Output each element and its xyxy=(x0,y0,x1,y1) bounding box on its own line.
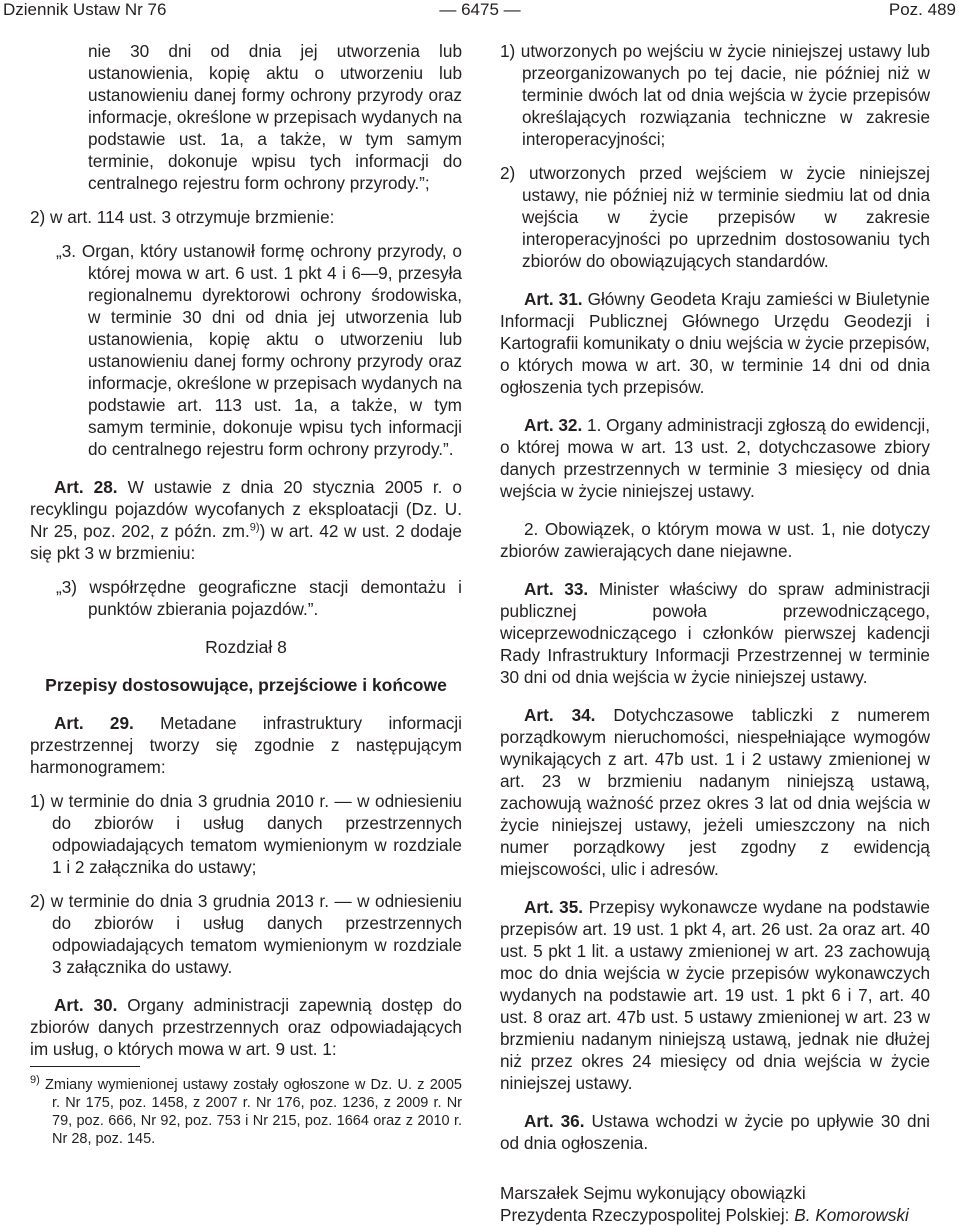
article-label: Art. 28. xyxy=(54,477,118,497)
list-item: 2) utworzonych przed wejściem w życie niniejszej ustawy, nie później niż w terminie siedmiu lat od dnia wejścia w życie przepisów w zakresie interoperacyjności po uprzednim dostosowaniu tych zbiorów do obowiązujących standardów. xyxy=(500,163,930,271)
quoted-item: „3) współrzędne geograficzne stacji demontażu i punktów zbierania pojazdów.”. xyxy=(56,577,462,619)
article-36 xyxy=(500,1110,930,1154)
article-35 xyxy=(500,896,930,1094)
footnote-number: 9) xyxy=(30,1074,40,1086)
article-label: Art. 31. xyxy=(524,289,583,309)
footnote xyxy=(30,1071,462,1148)
list-item: 2) w art. 114 ust. 3 otrzymuje brzmienie: xyxy=(30,207,335,227)
chapter-number: Rozdział 8 xyxy=(205,637,287,657)
article-33 xyxy=(500,578,930,688)
signature-name: B. Komorowski xyxy=(794,1205,909,1225)
signature-line-1: Marszałek Sejmu wykonujący obowiązki xyxy=(500,1183,806,1203)
article-31 xyxy=(500,288,930,398)
article-label: Art. 33. xyxy=(524,579,589,599)
journal-title: Dziennik Ustaw Nr 76 xyxy=(3,0,167,19)
list-item: 2) w terminie do dnia 3 grudnia 2013 r. — w odniesieniu do zbiorów i usług danych przestrzennych odpowiadających tematom wymienionym w rozdziale 3 załącznika do ustawy. xyxy=(30,891,462,977)
list-item: 1) w terminie do dnia 3 grudnia 2010 r. — w odniesieniu do zbiorów i usług danych przestrzennych odpowiadających tematom wymienionym w rozdziale 1 i 2 załącznika do ustawy; xyxy=(30,791,462,877)
chapter-title: Przepisy dostosowujące, przejściowe i końcowe xyxy=(45,675,447,695)
article-text: Dotychczasowe tabliczki z numerem porządkowym nieruchomości, niespełniające wymogów wynikających z art. 47b ust. 1 i 2 ustawy zmienionej w art. 23 w brzmieniu nadanym niniejszą ustawą, zachowują ważność przez okres 3 lat od dnia wejścia w życie niniejszej ustawy, jeżeli umieszczony na nich numer porządkowy jest zgodny z ewidencją miejscowości, ulic i adresów. xyxy=(500,705,930,879)
right-column xyxy=(500,40,930,1226)
article-text: ) w art. 42 w ust. 2 dodaje się pkt 3 w brzmieniu: xyxy=(30,521,462,563)
quoted-paragraph: „3. Organ, który ustanowił formę ochrony przyrody, o której mowa w art. 6 ust. 1 pkt 4 i 6—9, przesyła regionalnemu dyrektorowi ochrony środowiska, w terminie 30 dni od dnia jej utworzenia lub ustanowienia, kopię aktu o utworzeniu lub ustanowieniu danej formy ochrony przyrody oraz informacje, określone w przepisach wydanych na podstawie art. 113 ust. 1a, a także, w tym samym terminie, dokonuje wpisu tych informacji do centralnego rejestru form ochrony przyrody.”. xyxy=(56,241,462,459)
article-label: Art. 29. xyxy=(54,713,134,733)
article-32 xyxy=(500,414,930,502)
article-30 xyxy=(30,994,462,1060)
signature-line-2 xyxy=(500,1204,930,1226)
article-text: Organy administracji zapewnią dostęp do zbiorów danych przestrzennych oraz odpowiadających im usług, o których mowa w art. 9 ust. 1: xyxy=(30,995,462,1059)
article-text: W ustawie z dnia 20 stycznia 2005 r. o recyklingu pojazdów wycofanych z eksploatacji (Dz. U. Nr 25, poz. 202, z późn. zm. xyxy=(30,477,462,541)
list-item: 1) utworzonych po wejściu w życie niniejszej ustawy lub przeorganizowanych po tej dacie, nie później niż w terminie dwóch lat od dnia wejścia w życie przepisów określających rozwiązania techniczne w zakresie interoperacyjności; xyxy=(500,41,930,149)
article-label: Art. 34. xyxy=(524,705,596,725)
footnote-divider xyxy=(30,1066,140,1067)
article-label: Art. 35. xyxy=(524,897,584,917)
article-label: Art. 30. xyxy=(54,995,118,1015)
article-label: Art. 32. xyxy=(524,415,583,435)
footnote-ref: 9) xyxy=(249,521,260,534)
paragraph: nie 30 dni od dnia jej utworzenia lub ustanowienia, kopię aktu o utworzeniu lub ustanowieniu danej formy ochrony przyrody oraz informacje, określone w przepisach wydanych na podstawie ust. 1a, a także, w tym samym terminie, dokonuje wpisu tych informacji do centralnego rejestru form ochrony przyrody.”; xyxy=(88,41,462,193)
article-text: Ustawa wchodzi w życie po upływie 30 dni od dnia ogłoszenia. xyxy=(500,1111,930,1153)
position-number: Poz. 489 xyxy=(888,0,956,19)
article-text: Przepisy wykonawcze wydane na podstawie przepisów art. 19 ust. 1 pkt 4, art. 26 ust. 2a oraz art. 40 ust. 5 pkt 1 lit. a ustawy zmienionej w art. 23 zachowują moc do dnia wejścia w życie przepisów wykonawczych wydanych na podstawie art. 19 ust. 1 pkt 6 i 7, art. 40 ust. 8 oraz art. 47b ust. 5 ustawy zmienionej w art. 23 w brzmieniu nadanym niniejszą ustawą, jednak nie dłużej niż przez okres 24 miesięcy od dnia wejścia w życie niniejszej ustawy. xyxy=(500,897,930,1093)
page-number: — 6475 — xyxy=(439,0,521,19)
article-34 xyxy=(500,704,930,880)
article-text: Minister właściwy do spraw administracji publicznej powoła przewodniczącego, wiceprzewodniczącego i członków pierwszej kadencji Rady Infrastruktury Informacji Przestrzennej w terminie 30 dni od dnia wejścia w życie niniejszej ustawy. xyxy=(500,579,930,687)
article-32-section-2: 2. Obowiązek, o którym mowa w ust. 1, nie dotyczy zbiorów zawierających dane niejawne. xyxy=(500,519,930,561)
article-text: Główny Geodeta Kraju zamieści w Biuletynie Informacji Publicznej Głównego Urzędu Geodezji i Kartografii komunikaty o dniu wejścia w życie przepisów, o których mowa w art. 30, w terminie 14 dni od dnia ogłoszenia tych przepisów. xyxy=(500,289,930,397)
signature-role: Prezydenta Rzeczypospolitej Polskiej: xyxy=(500,1205,795,1225)
page-header xyxy=(0,0,960,24)
left-column xyxy=(30,40,462,1148)
article-text: 1. Organy administracji zgłoszą do ewidencji, o której mowa w art. 13 ust. 2, dotychczasowe zbiory danych przestrzennych w terminie 3 miesięcy od dnia wejścia w życie niniejszej ustawy. xyxy=(500,415,931,501)
article-label: Art. 36. xyxy=(524,1111,585,1131)
footnote-text: Zmiany wymienionej ustawy zostały ogłoszone w Dz. U. z 2005 r. Nr 175, poz. 1458, z 2007 r. Nr 176, poz. 1236, z 2009 r. Nr 79, poz. 666, Nr 92, poz. 753 i Nr 215, poz. 1664 oraz z 2010 r. Nr 28, poz. 145. xyxy=(39,1076,462,1147)
article-28 xyxy=(30,476,462,564)
article-text: Metadane infrastruktury informacji przestrzennej tworzy się zgodnie z następującym harmonogramem: xyxy=(30,713,462,777)
article-29 xyxy=(30,712,462,778)
